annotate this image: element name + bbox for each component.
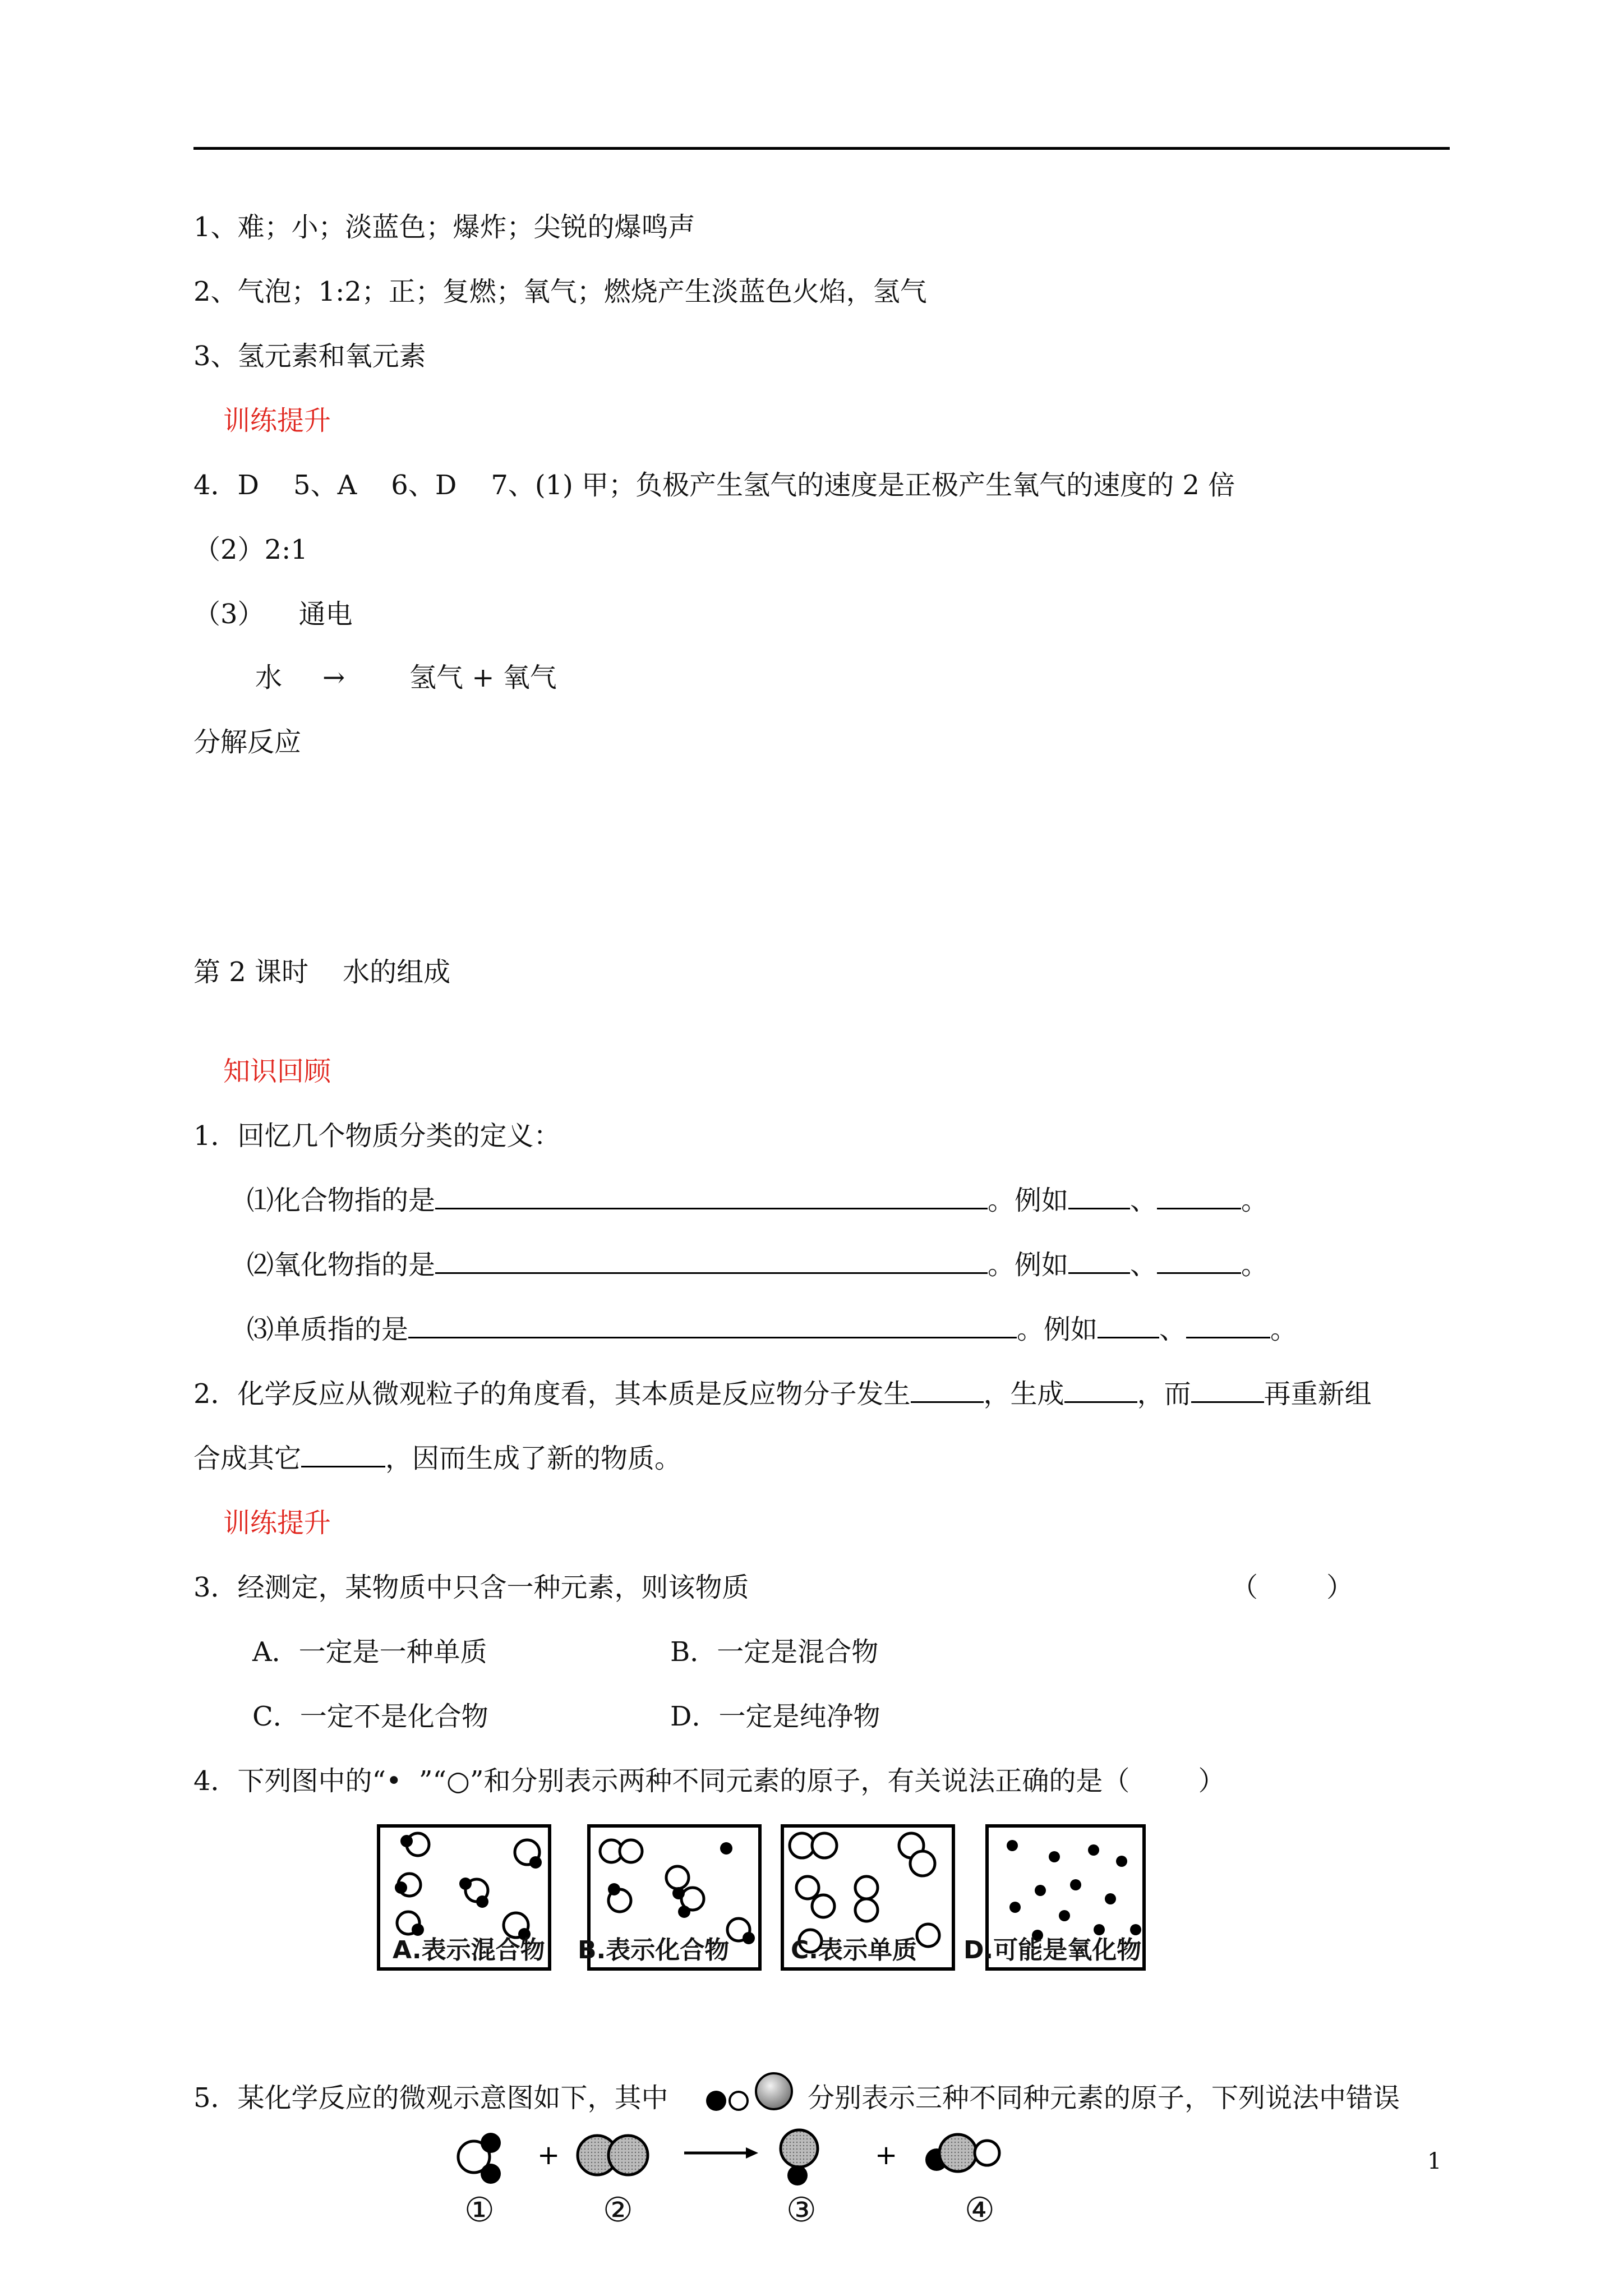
answer-7-2: （2）2:1 <box>193 534 308 565</box>
answer-blank[interactable] <box>1064 1378 1137 1403</box>
caption-b[interactable]: B.表示化合物 <box>578 1936 730 1964</box>
section-heading-review: 知识回顾 <box>223 1056 331 1087</box>
caption-a[interactable]: A.表示混合物 <box>393 1936 545 1964</box>
answer-blank[interactable] <box>1068 1249 1130 1274</box>
answer-2: 2、气泡；1:2；正；复燃；氧气；燃烧产生淡蓝色火焰，氢气 <box>193 276 927 307</box>
example-label: 。例如 <box>988 1185 1069 1216</box>
q2-text-c: ，而 <box>1137 1378 1191 1410</box>
question-1-1 <box>247 1184 1268 1217</box>
separator: 、 <box>1130 1249 1158 1281</box>
question-1-3 <box>247 1313 1297 1346</box>
answer-3: 3、氢元素和氧元素 <box>193 341 426 372</box>
answer-blank[interactable] <box>435 1249 988 1274</box>
period: 。 <box>1270 1314 1298 1345</box>
option-3b[interactable]: B．一定是混合物 <box>670 1636 879 1668</box>
header-rule <box>193 147 1450 150</box>
question-3: 3．经测定，某物质中只含一种元素，则该物质 <box>193 1572 749 1603</box>
question-2-line-2 <box>193 1442 681 1475</box>
page-number: 1 <box>1427 2148 1442 2174</box>
question-2-line-1 <box>193 1377 1372 1411</box>
question-1-2 <box>247 1248 1268 1282</box>
option-3a[interactable]: A．一定是一种单质 <box>252 1636 487 1668</box>
example-label: 。例如 <box>988 1249 1069 1281</box>
answer-blank[interactable] <box>1157 1184 1241 1209</box>
answer-blank[interactable] <box>911 1378 984 1403</box>
label-2: ② <box>603 2191 633 2230</box>
question-1: 1．回忆几个物质分类的定义： <box>193 1120 561 1152</box>
q2-text-f: ，因而生成了新的物质。 <box>385 1443 682 1474</box>
answer-blank[interactable] <box>1157 1249 1241 1274</box>
option-3c[interactable]: C．一定不是化合物 <box>252 1701 488 1732</box>
label-1: ① <box>464 2191 495 2230</box>
q2-text-b: ，生成 <box>983 1378 1064 1410</box>
q2-text-a: 2．化学反应从微观粒子的角度看，其本质是反应物分子发生 <box>193 1378 911 1410</box>
label-4: ④ <box>965 2191 995 2230</box>
example-label: 。例如 <box>1017 1314 1098 1345</box>
answer-blank[interactable] <box>408 1313 1017 1338</box>
reaction-diagram <box>449 2120 1054 2199</box>
reaction-type: 分解反应 <box>193 726 302 758</box>
answer-blank[interactable] <box>435 1184 988 1209</box>
question-5-a: 5．某化学反应的微观示意图如下，其中 <box>193 2082 668 2114</box>
answer-4-7: 4．D 5、A 6、D 7、(1) 甲；负极产生氢气的速度是正极产生氧气的速度的 2 倍 <box>193 470 1235 501</box>
answer-blank[interactable] <box>1186 1313 1270 1338</box>
plus-sign-2: + <box>875 2139 898 2171</box>
option-3d[interactable]: D．一定是纯净物 <box>670 1701 880 1732</box>
equation-left: 水 <box>255 662 283 693</box>
lesson-title: 第 2 课时 水的组成 <box>193 956 451 988</box>
question-5-b: 分别表示三种不同种元素的原子，下列说法中错误 <box>808 2082 1400 2114</box>
question-3-paren: （ ） <box>1231 1572 1354 1603</box>
equation-arrow: → <box>322 662 345 693</box>
answer-blank[interactable] <box>1191 1378 1264 1403</box>
period: 。 <box>1241 1249 1269 1281</box>
separator: 、 <box>1130 1185 1158 1216</box>
white-atom-icon <box>730 2092 748 2110</box>
caption-d[interactable]: D.可能是氧化物 <box>963 1936 1142 1964</box>
black-atom-icon <box>706 2091 726 2111</box>
gray-atom-icon <box>756 2073 792 2109</box>
question-1-2-label: ⑵氧化物指的是 <box>247 1249 436 1281</box>
question-1-1-label: ⑴化合物指的是 <box>247 1185 436 1216</box>
answer-1: 1、难；小；淡蓝色；爆炸；尖锐的爆鸣声 <box>193 211 695 243</box>
atom-legend <box>704 2070 799 2120</box>
answer-blank[interactable] <box>1068 1184 1130 1209</box>
equation-right: 氢气 + 氧气 <box>409 662 557 693</box>
answer-7-3: （3） 通电 <box>193 599 353 630</box>
answer-blank[interactable] <box>301 1442 385 1467</box>
q2-text-d: 再重新组 <box>1264 1378 1372 1410</box>
question-1-3-label: ⑶单质指的是 <box>247 1314 409 1345</box>
plus-sign-1: + <box>537 2139 560 2171</box>
separator: 、 <box>1159 1314 1187 1345</box>
period: 。 <box>1241 1185 1269 1216</box>
caption-c[interactable]: C.表示单质 <box>791 1936 917 1964</box>
label-3: ③ <box>786 2191 817 2230</box>
section-heading-train: 训练提升 <box>223 405 331 436</box>
section-heading-train-2: 训练提升 <box>223 1507 331 1539</box>
answer-blank[interactable] <box>1098 1313 1159 1338</box>
question-4: 4．下列图中的“• ”“○”和分别表示两种不同元素的原子，有关说法正确的是（ ） <box>193 1765 1225 1797</box>
q2-text-e: 合成其它 <box>193 1443 302 1474</box>
